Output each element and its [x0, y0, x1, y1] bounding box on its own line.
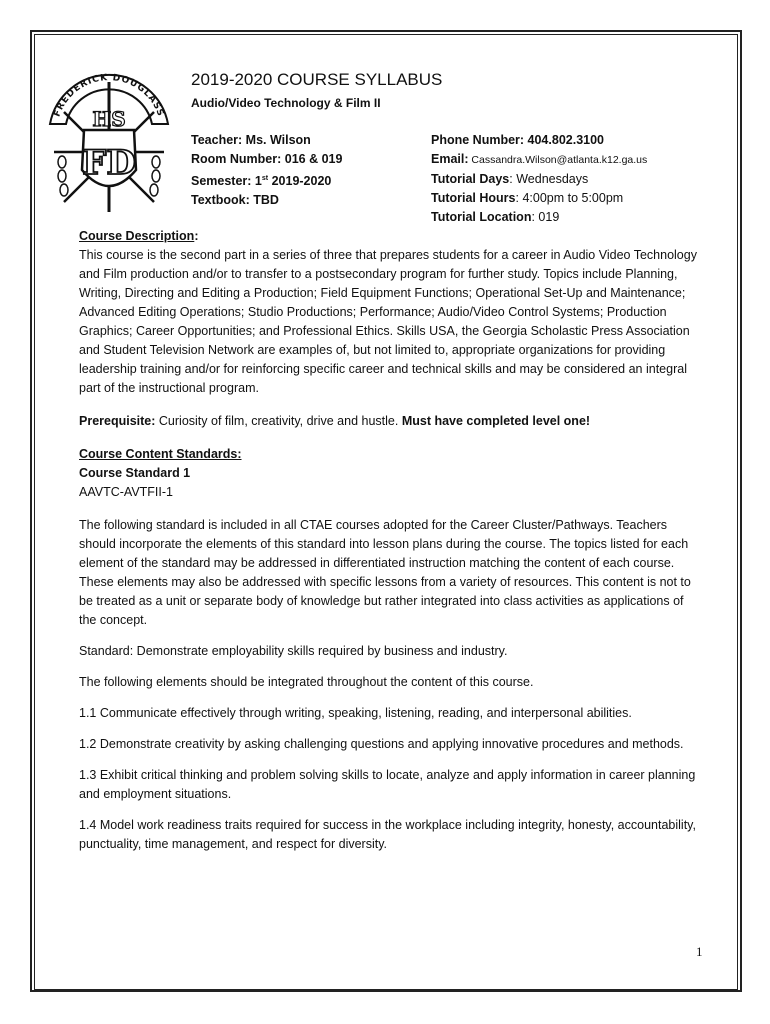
textbook: Textbook: TBD — [191, 193, 279, 208]
prerequisite: Prerequisite: Curiosity of film, creativity, drive and hustle. Must have completed level one! — [79, 414, 591, 428]
page-title: 2019-2020 COURSE SYLLABUS — [191, 70, 443, 89]
standards-heading: Course Content Standards: — [79, 447, 242, 461]
contact-info — [431, 131, 647, 227]
description-text: This course is the second part in a series of three that prepares students for a career in Audio Video Technology and Film production and/or to transfer to a postsecondary program for further study. Topics include Planning, Writing, Directing and Editing a Production; Field Equipment Functions; Operational Set-Up and Maintenance; Advanced Editing Operations; Studio Productions; Performance; Audio/Video Control Systems; Production Graphics; Career Opportunities; and Professional Ethics. Skills USA, the Georgia Scholastic Press Association and Student Television Network are examples of, but not limited to, appropriate organizations for providing leadership training and/or for reinforcing specific career and technical skills and may be considered an integral part of the instructional program. — [79, 248, 697, 395]
tutorial-days: Tutorial Days: Wednesdays — [431, 172, 589, 186]
tutorial-hours: Tutorial Hours: 4:00pm to 5:00pm — [431, 191, 624, 205]
description-heading: Course Description: — [79, 229, 199, 243]
integration-note: The following elements should be integrated throughout the content of this course. — [79, 675, 534, 689]
phone-number: Phone Number: 404.802.3100 — [431, 133, 604, 147]
teacher-info — [191, 131, 342, 210]
tutorial-location: Tutorial Location: 019 — [431, 210, 560, 224]
standard-statement: Standard: Demonstrate employability skills required by business and industry. — [79, 644, 508, 658]
standard-title: Course Standard 1 — [79, 466, 191, 480]
semester: Semester: 1st 2019-2020 — [191, 174, 332, 189]
course-subtitle: Audio/Video Technology & Film II — [191, 96, 381, 110]
email: Email: Cassandra.Wilson@atlanta.k12.ga.us — [431, 152, 648, 166]
list-item: 1.4 Model work readiness traits required for success in the workplace including integrity, honesty, accountability, punctuality, time management, and respect for diversity. — [79, 818, 696, 851]
standard-code: AAVTC-AVTFII-1 — [79, 485, 173, 499]
standard-intro: The following standard is included in all CTAE courses adopted for the Career Cluster/Pathways. Teachers should incorporate the elements of this standard into lesson plans during the course. The topics listed for each element of the standard may be addressed in differentiated instruction matching the content of each course. These elements may also be addressed with specific lessons from a variety of resources. This content is not to be treated as a unit or separate body of knowledge but rather integrated into class activities as applications of the concept. — [79, 518, 691, 627]
page-number: 1 — [696, 944, 703, 959]
syllabus-body — [79, 227, 704, 854]
crest-arc-text: FREDERICK DOUGLASS — [52, 73, 166, 119]
school-crest-icon — [44, 52, 174, 222]
crest-hs-letters: HS — [92, 107, 126, 131]
email-value[interactable]: Cassandra.Wilson@atlanta.k12.ga.us — [468, 154, 648, 166]
list-item: 1.1 Communicate effectively through writing, speaking, listening, reading, and interpersonal abilities. — [79, 706, 632, 720]
teacher-name: Teacher: Ms. Wilson — [191, 133, 311, 147]
list-item: 1.3 Exhibit critical thinking and problem solving skills to locate, analyze and apply information in career planning and employment situations. — [79, 768, 696, 801]
room-number: Room Number: 016 & 019 — [191, 152, 343, 166]
list-item: 1.2 Demonstrate creativity by asking challenging questions and applying innovative procedures and methods. — [79, 737, 684, 751]
crest-fd-letters: FD — [82, 143, 136, 183]
